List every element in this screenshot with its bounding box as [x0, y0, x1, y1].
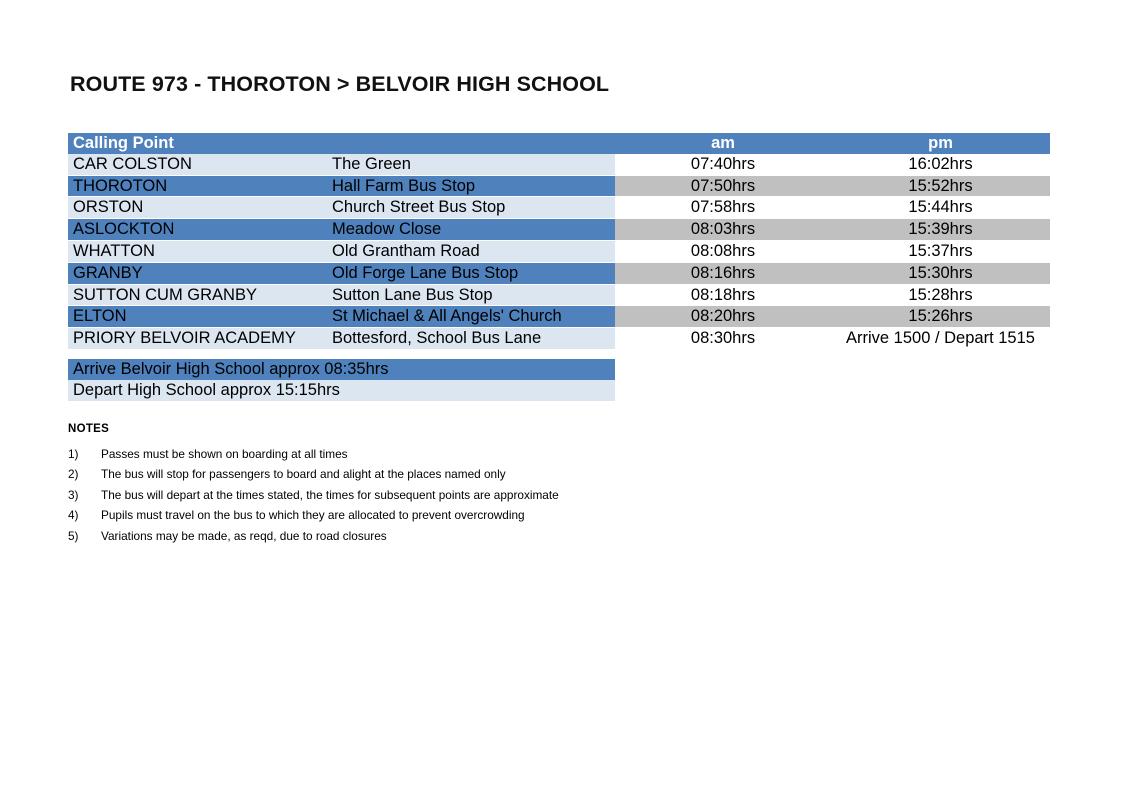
cell-calling-point: GRANBY	[68, 262, 332, 284]
note-number: 2)	[68, 467, 79, 482]
cell-am-time: 07:40hrs	[615, 154, 831, 175]
table-row	[68, 306, 1050, 328]
cell-calling-point: WHATTON	[68, 240, 332, 262]
cell-am-time: 08:16hrs	[615, 262, 831, 284]
page-title: ROUTE 973 - THOROTON > BELVOIR HIGH SCHOOL	[70, 72, 610, 96]
list-item	[68, 505, 768, 525]
timetable	[68, 133, 1050, 350]
cell-calling-point: THOROTON	[68, 175, 332, 197]
column-header-calling-point: Calling Point	[68, 133, 332, 154]
note-number: 3)	[68, 487, 79, 502]
table-row	[68, 240, 1050, 262]
table-row	[68, 328, 1050, 350]
cell-stop: Old Grantham Road	[332, 240, 615, 262]
cell-stop: Old Forge Lane Bus Stop	[332, 262, 615, 284]
column-header-pm: pm	[831, 133, 1050, 154]
notes-list	[68, 444, 768, 546]
cell-stop: Bottesford, School Bus Lane	[332, 328, 615, 350]
cell-stop: Sutton Lane Bus Stop	[332, 284, 615, 306]
cell-pm-time: 16:02hrs	[831, 154, 1050, 175]
list-item	[68, 464, 768, 484]
list-item	[68, 526, 768, 546]
cell-am-time: 08:20hrs	[615, 306, 831, 328]
note-number: 5)	[68, 528, 79, 543]
list-item	[68, 485, 768, 505]
notes-heading: NOTES	[68, 423, 110, 435]
cell-pm-time: 15:37hrs	[831, 240, 1050, 262]
cell-calling-point: ASLOCKTON	[68, 219, 332, 241]
summary-arrive: Arrive Belvoir High School approx 08:35hrs	[68, 359, 615, 380]
cell-pm-time: 15:44hrs	[831, 197, 1050, 219]
note-number: 4)	[68, 508, 79, 523]
cell-pm-time: 15:39hrs	[831, 219, 1050, 241]
cell-pm-time: 15:52hrs	[831, 175, 1050, 197]
cell-calling-point: CAR COLSTON	[68, 154, 332, 175]
note-text: Passes must be shown on boarding at all times	[101, 447, 348, 461]
column-header-stop	[332, 133, 615, 154]
table-row	[68, 284, 1050, 306]
note-text: The bus will depart at the times stated, the times for subsequent points are approximate	[101, 487, 559, 502]
table-row	[68, 175, 1050, 197]
cell-calling-point: SUTTON CUM GRANBY	[68, 284, 332, 306]
cell-stop: Church Street Bus Stop	[332, 197, 615, 219]
cell-am-time: 07:50hrs	[615, 175, 831, 197]
cell-stop: Hall Farm Bus Stop	[332, 175, 615, 197]
note-text: Variations may be made, as reqd, due to road closures	[101, 528, 387, 543]
note-text: The bus will stop for passengers to board and alight at the places named only	[101, 467, 506, 482]
list-item	[68, 444, 768, 464]
cell-am-time: 08:30hrs	[615, 328, 831, 350]
table-row	[68, 262, 1050, 284]
cell-pm-time: 15:30hrs	[831, 262, 1050, 284]
column-header-am: am	[615, 133, 831, 154]
cell-calling-point: ORSTON	[68, 197, 332, 219]
summary-depart: Depart High School approx 15:15hrs	[68, 380, 615, 401]
cell-stop: The Green	[332, 154, 615, 175]
note-number: 1)	[68, 447, 79, 461]
cell-pm-time: Arrive 1500 / Depart 1515	[831, 328, 1050, 350]
cell-am-time: 08:18hrs	[615, 284, 831, 306]
summary-block	[68, 359, 615, 401]
cell-calling-point: ELTON	[68, 306, 332, 328]
cell-pm-time: 15:26hrs	[831, 306, 1050, 328]
note-text: Pupils must travel on the bus to which they are allocated to prevent overcrowding	[101, 508, 525, 523]
table-row	[68, 197, 1050, 219]
cell-stop: St Michael & All Angels' Church	[332, 306, 615, 328]
cell-am-time: 08:03hrs	[615, 219, 831, 241]
timetable-header-row	[68, 133, 1050, 154]
table-row	[68, 154, 1050, 175]
table-row	[68, 219, 1050, 241]
cell-stop: Meadow Close	[332, 219, 615, 241]
cell-am-time: 08:08hrs	[615, 240, 831, 262]
cell-calling-point: PRIORY BELVOIR ACADEMY	[68, 328, 332, 350]
cell-pm-time: 15:28hrs	[831, 284, 1050, 306]
cell-am-time: 07:58hrs	[615, 197, 831, 219]
